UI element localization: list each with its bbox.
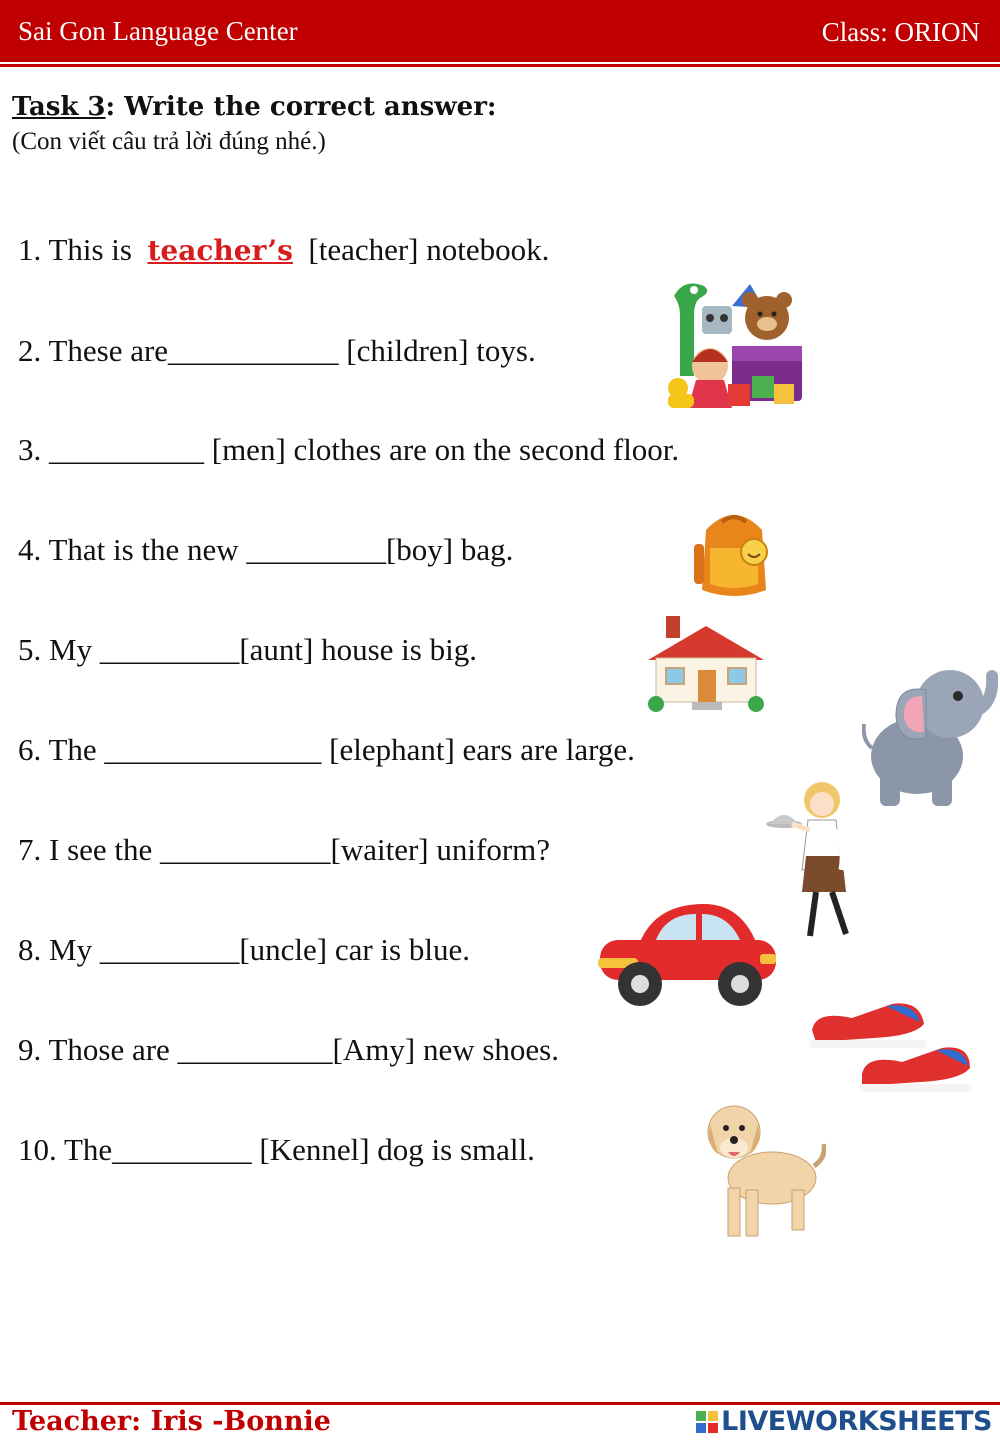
liveworksheets-brand[interactable] <box>696 1406 992 1437</box>
school-name: Sai Gon Language Center <box>18 16 298 46</box>
question-7: 7. I see the ___________[waiter] uniform? <box>18 832 551 867</box>
toys-image <box>662 276 812 416</box>
question-9: 9. Those are __________[Amy] new shoes. <box>18 1032 559 1067</box>
question-1-before: 1. This is <box>18 232 148 267</box>
question-3: 3. __________ [men] clothes are on the second floor. <box>18 432 680 467</box>
question-1-after: [teacher] notebook. <box>292 232 550 267</box>
brand-text: LIVEWORKSHEETS <box>721 1406 992 1437</box>
backpack-image <box>686 508 782 604</box>
header-divider <box>0 64 1000 67</box>
task-number: Task 3 <box>12 92 106 122</box>
question-6: 6. The ______________ [elephant] ears are large. <box>18 732 635 767</box>
class-label: Class: ORION <box>821 17 980 47</box>
question-8: 8. My _________[uncle] car is blue. <box>18 932 470 967</box>
question-1 <box>18 232 549 268</box>
question-10: 10. The_________ [Kennel] dog is small. <box>18 1132 535 1167</box>
task-title <box>12 92 497 122</box>
question-2: 2. These are___________ [children] toys. <box>18 333 536 368</box>
task-instruction: : Write the correct answer: <box>105 92 497 122</box>
shoes-image <box>806 1000 972 1116</box>
car-image <box>596 898 780 1010</box>
waitress-image <box>766 776 862 946</box>
footer-divider <box>0 1402 1000 1405</box>
question-5: 5. My _________[aunt] house is big. <box>18 632 477 667</box>
dog-image <box>700 1094 826 1246</box>
teacher-name: Teacher: Iris -Bonnie <box>12 1406 331 1437</box>
header-bar <box>0 0 1000 62</box>
liveworksheets-logo-icon <box>696 1411 718 1433</box>
task-subtitle: (Con viết câu trả lời đúng nhé.) <box>12 128 326 155</box>
question-4: 4. That is the new _________[boy] bag. <box>18 532 514 567</box>
answer-1-field[interactable]: teacher’s <box>147 234 293 267</box>
elephant-image <box>862 656 998 812</box>
house-image <box>644 612 768 714</box>
